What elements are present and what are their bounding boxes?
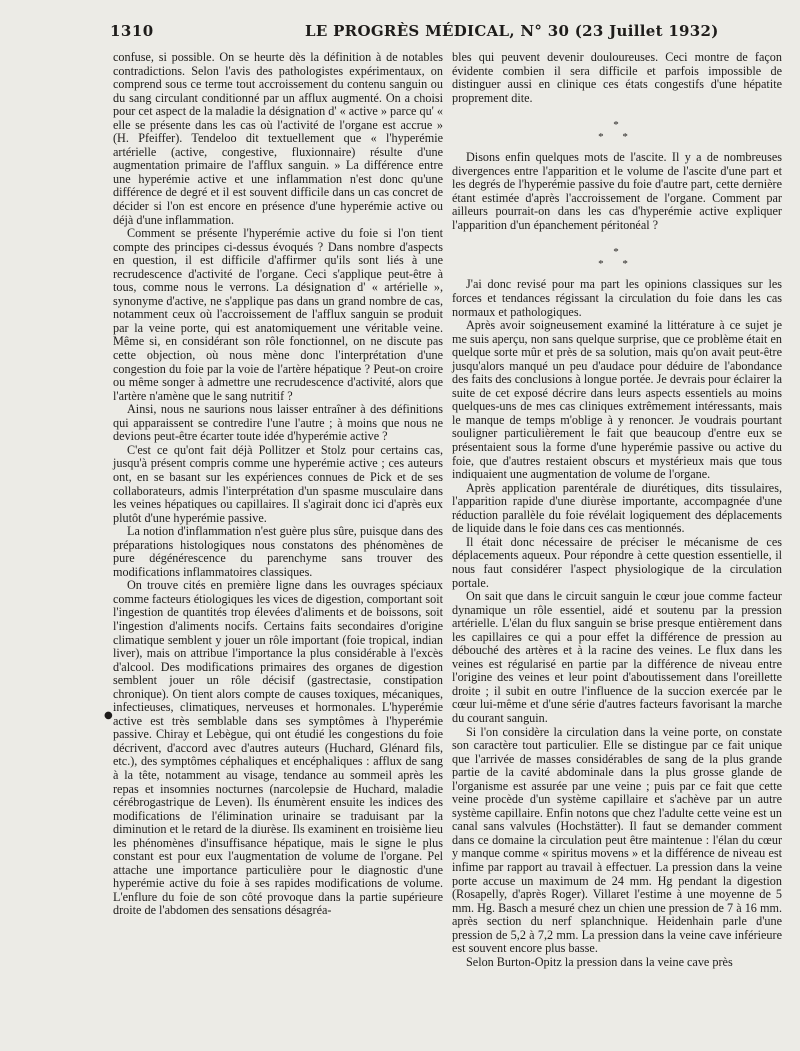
paragraph: Après avoir soigneusement examiné la littérature à ce sujet je me suis aperçu, non sans quelque surprise, que ce problème était en quelque sorte mûr et près de sa solution, mais qu'on avait peut-être jusqu'alors manqué un peu d'audace pour déduire de l'abondance des faits des conclusions à longue portée. Je devrais pour éclairer la suite de cet exposé décrire dans leurs aspects essentiels au moins quelques-uns de mes cas cliniques extrêmement intéressants, mais le manque de temps m'oblige à y renoncer. Je voudrais pourtant souligner particulièrement le fait que beaucoup d'entre eux se présentaient sous la forme d'une hyperémie passive ou active du foie, que d'autres restaient obscurs et mystérieux mais que tous indiquaient une augmentation de volume de l'organe. [452,318,782,482]
page-number: 1310 [110,22,154,40]
paragraph: La notion d'inflammation n'est guère plus sûre, puisque dans des préparations histologiques nous constatons des phénomènes de pure dégénérescence du parenchyme sans trouver des modifications inflammatoires classiques. [113,524,443,579]
left-column [113,51,443,918]
paragraph: bles qui peuvent devenir douloureuses. Ceci montre de façon évidente combien il sera difficile et parfois impossible de distinguer aussi en clinique ces états congestifs d'une hépatite proprement dite. [452,50,782,105]
running-title: LE PROGRÈS MÉDICAL, N° 30 (23 Juillet 1932) [305,22,719,40]
paragraph: Comment se présente l'hyperémie active du foie si l'on tient compte des principes ci-dessus évoqués ? Dans nombre d'aspects en question, il est difficile d'affirmer qu'ils sont liés à une recrudescence d'activité de l'organe. Ceci s'applique peut-être à tous, comme nous le verrons. La désignation d' « artérielle », synonyme d'active, ne s'applique pas dans un grand nombre de cas, notamment ceux où l'accroissement de l'afflux sanguin se produit par la veine porte, qui est anatomiquement une véritable veine. Même si, en considérant son rôle fonctionnel, on ne discute pas cette objection, où nous mène donc l'interprétation d'une congestion du foie par la voie de l'artère hépatique ? Peut-on croire ou même songer à admettre une recrudescence d'activité, alors que l'artère n'amène que le sang nutritif ? [113,226,443,403]
margin-mark: ● [104,710,113,721]
paragraph: Après application parentérale de diurétiques, dits tissulaires, l'apparition rapide d'une diurèse importante, accompagnée d'une réduction parallèle du foie révélait logiquement des déplacements de liquide dans le foie dans ces cas mentionnés. [452,480,782,536]
separator-star: * [613,246,621,259]
paragraph: Selon Burton-Opitz la pression dans la veine cave près [466,954,733,969]
section-separator [452,246,782,270]
paragraph: Si l'on considère la circulation dans la veine porte, on constate son caractère tout particulier. Elle se distingue par ce fait unique que l'arrivée de masses considérables de sang de la plus grande partie de la cavité abdominale dans la plus grosse glande de l'organisme est assurée par une veine ; puis par ce fait que cette veine procède d'un système capillaire et s'achève par un autre système capillaire. Enfin notons que chez l'adulte cette veine est un canal sans valvules (Hochstätter). Il faut se demander comment dans ce domaine la circulation peut être maintenue : l'élan du cœur y manque comme « spiritus movens » et la différence de niveau est infime par rapport au travail à effectuer. La pression dans la veine porte accuse un maximum de 24 mm. Hg pendant la digestion (Rosapelly, d'après Roger). Villaret l'estime à une moyenne de 5 mm. Hg. Basch a mesuré chez un chien une pression de 7 à 16 mm. après section du nerf splanchnique. Heidenhain parle d'une pression de 5,2 à 7,2 mm. La pression dans la veine cave inférieure est souvent encore plus basse. [452,724,782,956]
paragraph: confuse, si possible. On se heurte dès la définition à de notables contradictions. Selon l'avis des pathologistes expérimentaux, on comprend sous ce terme tout accroissement du contenu sanguin ou du sang circulant conditionné par un afflux augmenté. On a choisi pour cet aspect de la maladie la désignation d' « active » parce qu' « elle se présente dans les cas où l'activité de l'organe est accrue » (H. Pfeiffer). Tendeloo dit textuellement que « l'hyperémie artérielle (active, congestive, fluxionnaire) résulte d'une augmentation primaire de l'afflux sanguin. » La différence entre une hyperémie active et une inflammation n'est donc qu'une différence de degré et il est souvent difficile dans un cas concret de décider si l'on est encore en présence d'une hyperémie active ou déjà d'une inflammation. [113,50,443,227]
paragraph: Il était donc nécessaire de préciser le mécanisme de ces déplacements aqueux. Pour répondre à cette question essentielle, il nous faut considérer l'aspect physiologique de la circulation portale. [452,534,782,590]
separator-star: * [613,119,621,132]
paragraph: On trouve cités en première ligne dans les ouvrages spéciaux comme facteurs étiologiques les vices de digestion, comportant soit l'ingestion de quantités trop élevées d'aliments et de boissons, soit l'ingestion d'aliments nocifs. Certains faits secondaires d'origine climatique semblent y jouer un rôle important (foie tropical, indian liver), mais on attribue l'importance la plus considérable à l'excès d'alcool. Des modifications primaires des organes de digestion semblent jouer un rôle décisif (gastrectasie, constipation chronique). On tient alors compte de causes toxiques, mécaniques, infectieuses, climatiques, nerveuses et hormonales. L'hyperémie active est très semblable dans ses symptômes à l'hyperémie passive. Chiray et Lebègue, qui ont étudié les congestions du foie décrivent, d'accord avec d'autres auteurs (Huchard, Glénard fils, etc.), des symptômes céphaliques et encéphaliques : afflux de sang à la tête, notamment au visage, tendance au sommeil après les repas et insomnies nocturnes (narcolepsie de Huchard, maladie cérébrogastrique de Leven). Ils énumèrent ensuite les indices des modifications de l'élimination urinaire se traduisant par la diminution et le retard de la diurèse. Ils examinent en troisième lieu les phénomènes d'insuffisance hépatique, mais le signe le plus constant est pour eux l'augmentation de volume de l'organe. Pel attache une importance particulière pour le diagnostic d'une hyperémie active du foie à ses rapides modifications de volume. L'enflure du foie de son côté provoque dans la partie supérieure droite de l'abdomen des sensations désagréa- [113,578,443,918]
section-separator [452,119,782,143]
right-column [452,51,782,969]
separator-stars: * * [598,258,636,271]
paragraph: C'est ce qu'ont fait déjà Pollitzer et Stolz pour certains cas, jusqu'à présent compris comme une hyperémie active ; ces auteurs ont, en se basant sur les expériences connues de Pick et de ses collaborateurs, admis l'interprétation d'un spasme musculaire dans les veines hépatiques ou capillaires. Il s'agirait donc ici d'après eux plutôt d'une hyperémie passive. [113,442,443,525]
paragraph: Ainsi, nous ne saurions nous laisser entraîner à des définitions qui apparaissent se contredire l'une l'autre ; à moins que nous ne devions peut-être écarter toute idée d'hyperémie active ? [113,402,443,444]
paragraph: J'ai donc revisé pour ma part les opinions classiques sur les forces et tendances régissant la circulation du foie dans les cas normaux et pathologiques. [452,277,782,319]
paragraph: Disons enfin quelques mots de l'ascite. Il y a de nombreuses divergences entre l'apparition et le volume de l'ascite d'une part et les degrés de l'hyperémie passive du foie d'autre part, cette dernière étant estimée d'après l'accroissement de l'organe. Comment par ailleurs pourrait-on dans les cas d'hyperémie active expliquer l'apparition d'un épanchement péritonéal ? [452,150,782,232]
page-header [110,22,795,42]
paragraph: On sait que dans le circuit sanguin le cœur joue comme facteur dynamique un rôle essentiel, aidé et soutenu par la pression artérielle. L'élan du flux sanguin se brise presque entièrement dans les capillaires ce qui a pour effet la différence de pression au débouché des artères et à la racine des veines. Le flux dans les veines est régularisé en partie par la différence de niveau entre l'origine des veines et leur point d'aboutissement dans l'oreillette droite ; il subit en outre l'influence de la succion exercée par le cœur lui-même et d'une série d'autres facteurs favorisant la marche du courant sanguin. [452,589,782,725]
separator-stars: * * [598,131,636,144]
